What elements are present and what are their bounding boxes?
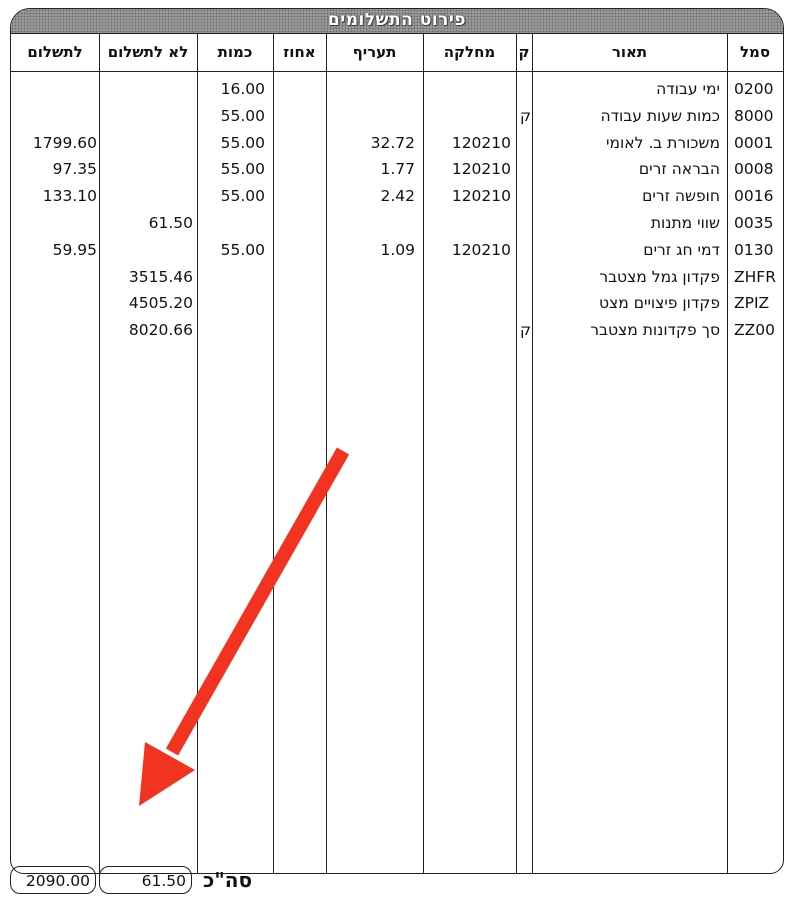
cell-description: פקדון גמל מצטבר [599,267,720,286]
cell-description: ימי עבודה [656,80,720,98]
cell-k: ק [520,106,531,125]
cell-department: 120210 [451,187,511,206]
cell-department: 120210 [451,133,511,152]
cell-department: 120210 [451,240,511,259]
cell-description: הבראה זרים [638,160,720,179]
cell-for-payment: 59.95 [52,240,97,259]
cell-department: 120210 [451,160,511,179]
total-label: סה"כ [203,868,253,892]
header-department: מחלקה [443,43,496,61]
cell-symbol: ZPIZ [734,294,770,313]
cell-quantity: 55.00 [220,106,265,125]
header-percent: אחוז [283,43,316,61]
cell-symbol: ZHFR [734,267,776,286]
arrow-shaft [172,451,343,752]
cell-description: משכורת ב. לאומי [606,133,720,152]
cell-k: ק [520,321,531,340]
cell-description: סך פקדונות מצטבר [590,321,720,340]
table-title: פירוט התשלומים [327,10,467,30]
cell-symbol: 0200 [734,80,774,98]
cell-quantity: 55.00 [220,133,265,152]
arrow-head [139,742,195,806]
cell-rate: 1.77 [380,160,415,179]
cell-not-for-payment: 8020.66 [128,321,193,340]
cell-symbol: 0130 [734,240,774,259]
cell-symbol: 0016 [734,187,774,206]
cell-rate: 32.72 [370,133,415,152]
cell-rate: 2.42 [380,187,415,206]
cell-symbol: 0008 [734,160,774,179]
header-not-for-payment: לא לתשלום [107,43,189,61]
cell-for-payment: 97.35 [52,160,97,179]
cell-symbol: 0001 [734,133,774,152]
cell-symbol: 0035 [734,214,774,232]
cell-description: דמי חג זרים [643,240,720,259]
cell-rate: 1.09 [380,240,415,259]
header-quantity: כמות [217,43,253,61]
cell-description: שווי מתנות [650,214,720,232]
cell-quantity: 16.00 [220,80,265,98]
cell-for-payment: 133.10 [42,187,97,206]
header-symbol: סמל [739,43,771,61]
cell-quantity: 55.00 [220,240,265,259]
cell-for-payment: 1799.60 [32,133,97,152]
cell-description: פקדון פיצויים מצט [599,294,720,313]
cell-symbol: 8000 [734,106,774,125]
cell-quantity: 55.00 [220,187,265,206]
cell-description: כמות שעות עבודה [600,106,720,125]
total-not-for-payment: 61.50 [99,866,192,894]
cell-not-for-payment: 4505.20 [128,294,193,313]
cell-quantity: 55.00 [220,160,265,179]
cell-not-for-payment: 3515.46 [128,267,193,286]
header-description: תאור [611,43,648,61]
header-rate: תעריף [352,43,397,61]
cell-not-for-payment: 61.50 [148,214,193,232]
header-for-payment: לתשלום [27,43,83,61]
header-k: ק [518,43,530,61]
cell-description: חופשה זרים [642,187,720,206]
cell-symbol: ZZ00 [734,321,775,340]
total-for-payment: 2090.00 [10,866,96,894]
